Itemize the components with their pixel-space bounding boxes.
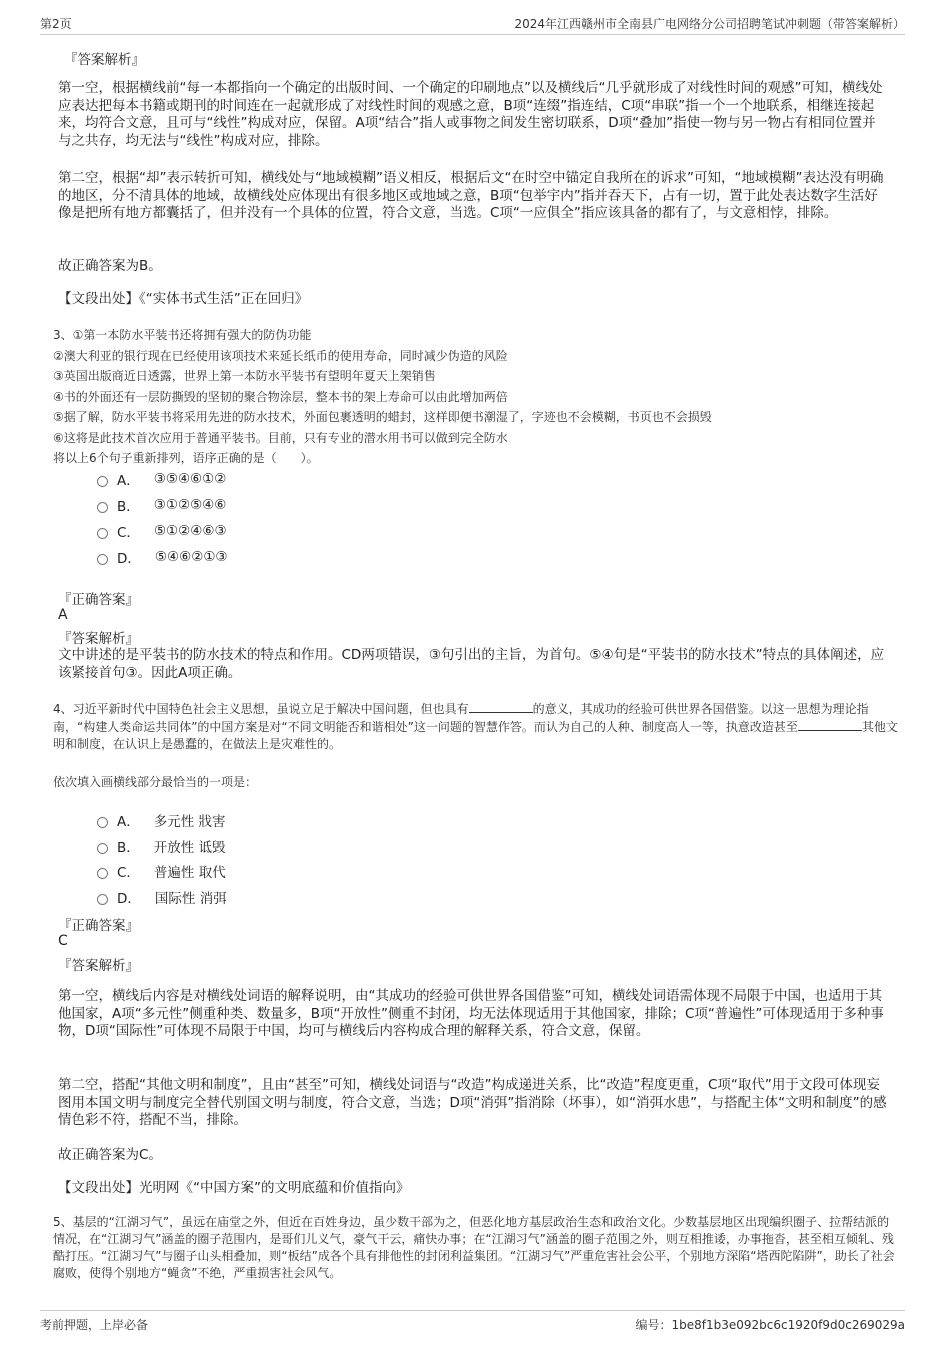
radio-icon[interactable] (97, 476, 108, 487)
radio-icon[interactable] (97, 554, 108, 565)
q3-line-6: ⑥这将是此技术首次应用于普通平装书。目前，只有专业的潜水用书可以做到完全防水 (53, 430, 508, 445)
q4-option-a[interactable] (97, 810, 226, 830)
q2-conclusion: 故正确答案为B。 (58, 258, 162, 274)
q4-stem-part1: 4、习近平新时代中国特色社会主义思想，虽说立足于解决中国问题，但也具有 (53, 702, 469, 716)
option-text: ⑤①②④⑥③ (153, 523, 227, 539)
q4-analysis-label: 『答案解析』 (58, 958, 139, 974)
q4-prompt: 依次填入画横线部分最恰当的一项是： (53, 775, 258, 789)
radio-icon[interactable] (97, 868, 108, 879)
q3-option-a[interactable] (97, 469, 226, 489)
q3-option-d[interactable] (97, 547, 228, 567)
document-title: 2024年江西赣州市全南县广电网络分公司招聘笔试冲刺题（带答案解析） (514, 17, 905, 31)
q4-stem-part3: 其他文明和制度，在认识上是愚蠢的，在做法上是灾难性的。 (53, 720, 898, 751)
option-text: ③⑤④⑥①② (153, 471, 227, 487)
q2-analysis-label: 『答案解析』 (64, 52, 145, 68)
q3-answer-label: 『正确答案』 (58, 592, 139, 608)
q4-stem (53, 700, 898, 753)
page-header (40, 12, 905, 35)
q3-analysis-label: 『答案解析』 (58, 631, 139, 647)
option-text: 开放性 诋毁 (153, 840, 226, 856)
q4-analysis-para2: 第二空，搭配“其他文明和制度”，且由“甚至”可知，横线处词语与“改造”构成递进关系，比“改造”程度更重，C项“取代”用于文段可体现妄图用本国文明与制度完全替代别国文明与制度，符合文意，当选；D项“消弭”指消除（坏事），如“消弭水患”，与搭配主体“文明和制度”的感情色彩不符，搭配不当，排除。 (58, 1077, 887, 1128)
q4-option-c[interactable] (97, 861, 226, 881)
q3-line-1: 3、①第一本防水平装书还将拥有强大的防伪功能 (53, 328, 312, 342)
option-text: 普遍性 取代 (153, 865, 226, 881)
option-text: ③①②⑤④⑥ (153, 497, 227, 513)
page-number: 第2页 (40, 17, 72, 31)
q4-answer: C (58, 933, 68, 949)
q5-stem: 5、基层的“江湖习气”，虽远在庙堂之外，但近在百姓身边，虽少数干部为之，但恶化地方基层政治生态和政治文化。少数基层地区出现编织圈子、拉帮结派的情况，在“江湖习气”涵盖的圈子范围内，是哥们儿义气，豪气干云，痛快办事；在“江湖习气”涵盖的圈子范围之外，则互相推诿，办事拖沓，甚至相互倾轧、残酷打压。“江湖习气”与圈子山头相叠加，则“板结”成各个具有排他性的封闭利益集团。“江湖习气”严重危害社会公平，个别地方深陷“塔西陀陷阱”，助长了社会腐败，使得个别地方“蝇贪”不绝，严重损害社会风气。 (53, 1215, 895, 1280)
option-letter: D． (117, 551, 141, 567)
q4-option-b[interactable] (97, 836, 226, 856)
option-letter: C． (117, 525, 140, 541)
blank-1 (469, 700, 533, 713)
footer-slogan: 考前押题，上岸必备 (40, 1318, 149, 1332)
q3-option-c[interactable] (97, 521, 227, 541)
radio-icon[interactable] (97, 502, 108, 513)
option-letter: B． (117, 840, 140, 856)
q2-analysis-para2: 第二空，根据“却”表示转折可知，横线处与“地域模糊”语义相反，根据后文“在时空中锚定自我所在的诉求”可知，“地域模糊”表达没有明确的地区，分不清具体的地域，故横线处应体现出有很多地区或地域之意，B项“包举宇内”指并吞天下，占有一切，置于此处表达数字生活好像是把所有地方都囊括了，但并没有一个具体的位置，符合文意，当选。C项“一应俱全”指应该具备的都有了，与文意相悖，排除。 (58, 170, 884, 221)
q3-line-5: ⑤据了解，防水平装书将采用先进的防水技术，外面包裹透明的蜡封，这样即便书潮湿了，字迹也不会模糊，书页也不会损毁 (53, 410, 712, 424)
option-text: 国际性 消弭 (154, 891, 227, 907)
page-footer (40, 1310, 905, 1335)
q4-stem-part2: 的意义，其成功的经验可供世界各国借鉴。以这一思想为理论指南，“构建人类命运共同体”的中国方案是对“不同文明能否和谐相处”这一问题的智慧作答。而认为自己的人种、制度高人一等，执意改造甚至 (53, 702, 869, 734)
option-text: 多元性 戕害 (153, 814, 226, 830)
q3-answer: A (58, 607, 68, 623)
radio-icon[interactable] (97, 528, 108, 539)
blank-2 (798, 718, 862, 731)
q2-source: 【文段出处】《“实体书式生活”正在回归》 (58, 291, 309, 307)
q3-line-4: ④书的外面还有一层防撕毁的坚韧的聚合物涂层，整本书的架上寿命可以由此增加两倍 (53, 389, 508, 404)
footer-serial: 编号：1be8f1b3e092bc6c1920f9d0c269029a (635, 1318, 905, 1332)
q2-analysis-para1: 第一空，根据横线前“每一本都指向一个确定的出版时间、一个确定的印刷地点”以及横线后“几乎就形成了对线性时间的观感”可知，横线处应表达把每本书籍或期刊的时间连在一起就形成了对线性时间的观感之意，B项“连缀”指连结，C项“串联”指一个一个地联系，相继连接起来，均符合文意，且可与“线性”构成对应，保留。A项“结合”指人或事物之间发生密切联系，D项“叠加”指使一物与另一物占有相同位置并与之共存，均无法与“线性”构成对应，排除。 (58, 80, 883, 149)
option-letter: A． (117, 473, 140, 489)
q4-option-d[interactable] (97, 887, 227, 907)
radio-icon[interactable] (97, 843, 108, 854)
option-letter: B． (117, 499, 140, 515)
option-letter: C． (117, 865, 140, 881)
q4-answer-label: 『正确答案』 (58, 918, 139, 934)
radio-icon[interactable] (97, 894, 108, 905)
q3-option-b[interactable] (97, 495, 226, 515)
q4-conclusion: 故正确答案为C。 (58, 1147, 162, 1163)
option-letter: D． (117, 891, 141, 907)
radio-icon[interactable] (97, 817, 108, 828)
q3-stem (53, 325, 913, 469)
option-text: ⑤④⑥②①③ (154, 549, 228, 565)
option-letter: A． (117, 814, 140, 830)
q4-source: 【文段出处】光明网《“中国方案”的文明底蕴和价值指向》 (58, 1180, 410, 1196)
q3-line-3: ③英国出版商近日透露，世界上第一本防水平装书有望明年夏天上架销售 (53, 369, 436, 383)
q3-line-2: ②澳大利亚的银行现在已经使用该项技术来延长纸币的使用寿命，同时减少伪造的风险 (53, 348, 508, 363)
q3-analysis: 文中讲述的是平装书的防水技术的特点和作用。CD两项错误，③句引出的主旨，为首句。⑤④句是“平装书的防水技术”特点的具体阐述，应该紧接首句③。因此A项正确。 (58, 647, 885, 681)
q3-prompt: 将以上6个句子重新排列，语序正确的是（ ）。 (53, 451, 319, 465)
q4-analysis-para1: 第一空，横线后内容是对横线处词语的解释说明，由“其成功的经验可供世界各国借鉴”可知，横线处词语需体现不局限于中国，也适用于其他国家，A项“多元性”侧重种类、数量多，B项“开放性”侧重不封闭，均无法体现适用于其他国家，排除；C项“普遍性”可体现适用于多种事物，D项“国际性”可体现不局限于中国，均可与横线后内容构成合理的解释关系，符合文意，保留。 (58, 988, 884, 1039)
